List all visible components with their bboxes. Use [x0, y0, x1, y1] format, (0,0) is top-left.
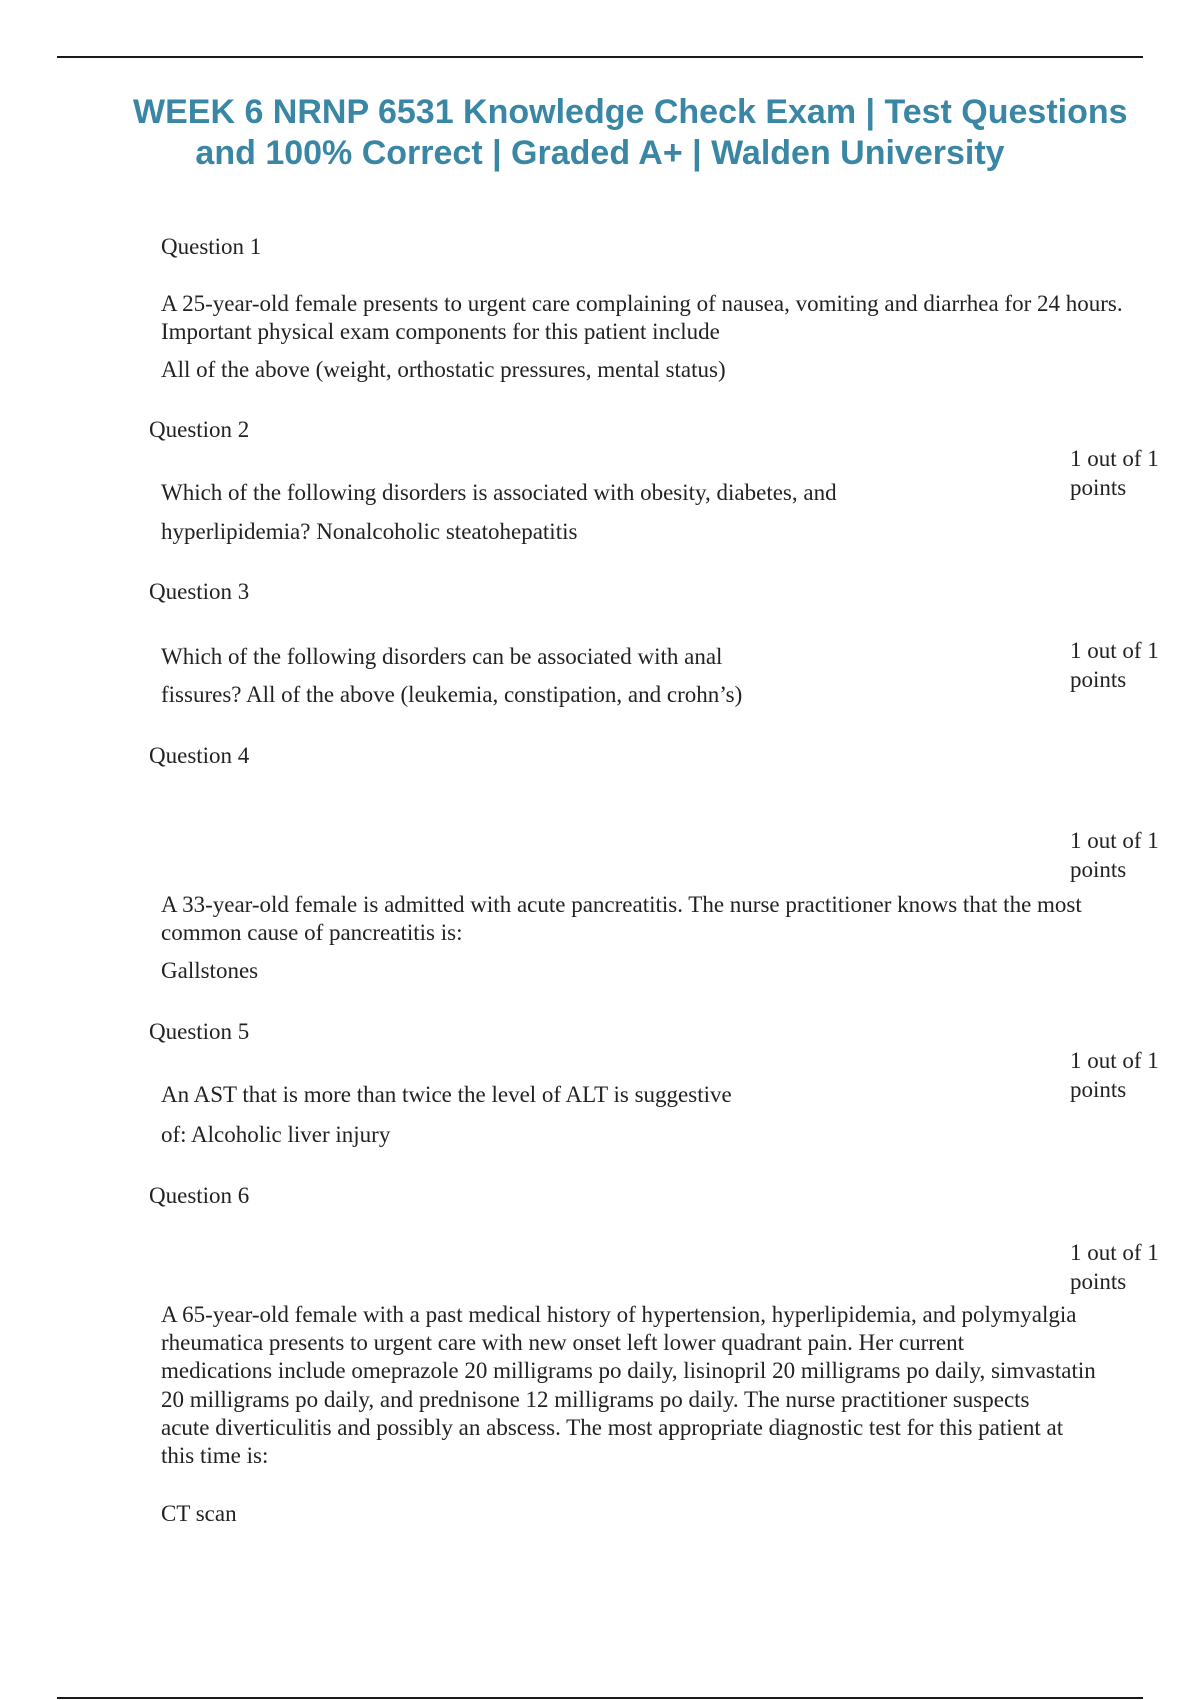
document-title [0, 92, 1200, 174]
question-1-text-line-2: Important physical exam components for this patient include [161, 319, 720, 344]
question-6-text-line-3: medications include omeprazole 20 milligrams po daily, lisinopril 20 milligrams po daily, simvastatin [161, 1358, 1096, 1383]
question-6-text-line-6: this time is: [161, 1443, 269, 1468]
question-6-heading: Question 6 [149, 1183, 250, 1208]
question-2-text-line-1: Which of the following disorders is associated with obesity, diabetes, and [161, 480, 837, 505]
question-2-heading: Question 2 [149, 417, 250, 442]
question-6-text-line-5: acute diverticulitis and possibly an abscess. The most appropriate diagnostic test for this patient at [161, 1415, 1064, 1440]
question-5-text-line-1: An AST that is more than twice the level of ALT is suggestive [161, 1082, 732, 1107]
question-5-text-line-2: of: Alcoholic liver injury [161, 1122, 391, 1147]
question-3-text-line-2: fissures? All of the above (leukemia, constipation, and crohn’s) [161, 682, 743, 707]
question-3-score-line-1: 1 out of 1 [1070, 638, 1159, 663]
question-6-answer: CT scan [161, 1501, 237, 1526]
question-5-score-line-1: 1 out of 1 [1070, 1048, 1159, 1073]
question-6-score-line-1: 1 out of 1 [1070, 1240, 1159, 1265]
question-2-score-line-2: points [1070, 475, 1127, 500]
question-2-score-line-1: 1 out of 1 [1070, 446, 1159, 471]
question-1-heading: Question 1 [161, 234, 262, 259]
question-3-score-line-2: points [1070, 667, 1127, 692]
question-4-score-line-1: 1 out of 1 [1070, 828, 1159, 853]
question-4-text-line-1: A 33-year-old female is admitted with acute pancreatitis. The nurse practitioner knows that the most [161, 892, 1082, 917]
question-6-text-line-1: A 65-year-old female with a past medical history of hypertension, hyperlipidemia, and polymyalgia [161, 1302, 1077, 1327]
question-3-heading: Question 3 [149, 579, 250, 604]
question-3-text-line-1: Which of the following disorders can be associated with anal [161, 644, 723, 669]
title-line-1: WEEK 6 NRNP 6531 Knowledge Check Exam | Test Questions [133, 93, 1128, 131]
question-4-score-line-2: points [1070, 857, 1127, 882]
title-line-2: and 100% Correct | Graded A+ | Walden University [195, 134, 1005, 172]
bottom-rule [57, 1697, 1143, 1699]
question-4-answer: Gallstones [161, 958, 259, 983]
question-2-text-line-2: hyperlipidemia? Nonalcoholic steatohepatitis [161, 519, 578, 544]
question-1-text-line-1: A 25-year-old female presents to urgent care complaining of nausea, vomiting and diarrhea for 24 hours. [161, 291, 1123, 316]
question-4-text-line-2: common cause of pancreatitis is: [161, 920, 463, 945]
question-6-text-line-4: 20 milligrams po daily, and prednisone 12 milligrams po daily. The nurse practitioner suspects [161, 1387, 1030, 1412]
question-4-heading: Question 4 [149, 743, 250, 768]
question-1-answer: All of the above (weight, orthostatic pressures, mental status) [161, 357, 726, 382]
question-6-score-line-2: points [1070, 1269, 1127, 1294]
question-5-heading: Question 5 [149, 1019, 250, 1044]
question-6-text-line-2: rheumatica presents to urgent care with new onset left lower quadrant pain. Her current [161, 1330, 964, 1355]
top-rule [57, 56, 1143, 58]
question-5-score-line-2: points [1070, 1077, 1127, 1102]
